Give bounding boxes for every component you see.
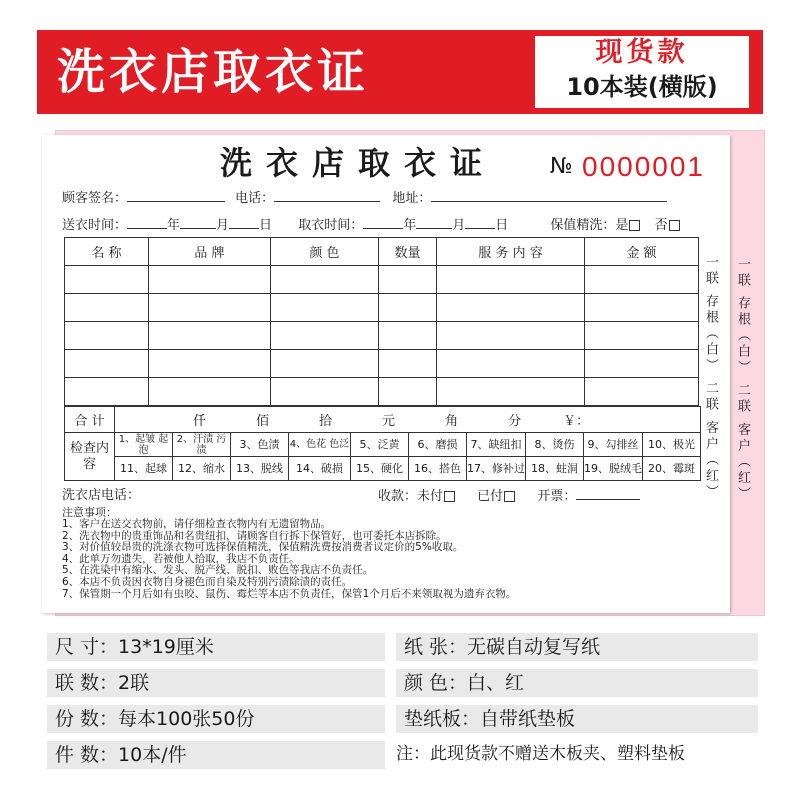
inspection-item[interactable]: 18、蛀洞 [526, 457, 584, 481]
shop-phone-line [62, 487, 140, 505]
spec-color: 颜 色：白、红 [396, 669, 758, 697]
unit-jiao: 角 [445, 414, 459, 429]
list-item: 2、洗衣物中的贵重饰品和名贵纽扣，请顾客自行拆下保管好，也可委托本店拆除。 [62, 529, 447, 542]
dropoff-month-blank[interactable] [180, 216, 216, 229]
table-row[interactable] [65, 294, 699, 322]
inspection-item[interactable]: 15、硬化 [351, 457, 409, 481]
total-inspection-table [64, 406, 701, 481]
inspection-item[interactable]: 16、搭色 [409, 457, 467, 481]
year-text: 年 [167, 218, 181, 233]
outer-copy-text: 一联 存根（白） 二联 客户（红） [735, 257, 750, 503]
pack-label: 10本装(横版) [566, 73, 718, 101]
shop-phone-label: 洗衣店电话： [62, 488, 141, 503]
inspection-row-1 [65, 433, 701, 457]
total-label: 合 计 [65, 407, 115, 433]
items-table [64, 237, 699, 406]
unit-fen: 分 [508, 414, 522, 429]
inspection-item[interactable]: 3、色渍 [231, 433, 289, 457]
inspection-item[interactable]: 13、脱线 [231, 457, 289, 481]
list-item: 7、保管期一个月后如有虫咬、鼠伤、霉烂等本店不负责任，保管1个月后不来领取视为遗弃衣物。 [62, 587, 517, 600]
inspection-item[interactable]: 6、磨损 [409, 433, 467, 457]
pickup-month-blank[interactable] [416, 216, 452, 229]
inspection-item[interactable]: 8、烫伤 [526, 433, 584, 457]
form-title: 洗衣店取衣证 [220, 144, 497, 182]
serial-label: № [550, 154, 573, 179]
unit-qian: 仟 [193, 414, 207, 429]
inspection-item[interactable]: 9、勾排丝 [584, 433, 643, 457]
customer-line [62, 189, 667, 208]
notes-heading: 注意事项： [62, 506, 117, 519]
top-banner [37, 30, 763, 114]
unpaid-checkbox[interactable] [444, 491, 455, 502]
inspection-item[interactable]: 7、缺纽扣 [467, 433, 526, 457]
column-header: 金 额 [585, 238, 699, 266]
insured-no-checkbox[interactable] [669, 220, 680, 231]
spec-count: 份 数：每本100张50份 [47, 705, 385, 733]
table-row[interactable] [65, 378, 699, 406]
phone-blank[interactable] [274, 189, 380, 202]
unit-bai: 佰 [256, 414, 270, 429]
spec-size: 尺 寸：13*19厘米 [47, 633, 385, 661]
inspection-item[interactable]: 17、修补过 [467, 457, 526, 481]
inspection-item[interactable]: 11、起球 [115, 457, 173, 481]
spec-paper: 纸 张：无碳自动复写纸 [396, 633, 758, 661]
month-text: 月 [216, 218, 230, 233]
stock-badge [535, 36, 749, 108]
amount-units[interactable] [115, 407, 701, 433]
inspection-item[interactable]: 10、极光 [643, 433, 701, 457]
invoice-label: 开票： [537, 489, 577, 504]
month-text: 月 [452, 218, 466, 233]
pickup-day-blank[interactable] [465, 216, 495, 229]
dropoff-day-blank[interactable] [229, 216, 259, 229]
inspection-item[interactable]: 12、缩水 [173, 457, 231, 481]
inspection-item[interactable]: 19、脱绒毛 [584, 457, 643, 481]
list-item: 3、对价值较昂贵的洗涤衣物可选择保值精洗，保值精洗费按消费者议定价的5%收取。 [62, 541, 464, 554]
inspect-label: 检查内容 [65, 433, 115, 481]
list-item: 6、本店不负责因衣物自身褪色而自染及特别污渍除渍的责任。 [62, 575, 353, 588]
dropoff-time-label: 送衣时间： [62, 218, 128, 233]
inspection-item[interactable]: 5、泛黄 [351, 433, 409, 457]
column-header: 颜 色 [271, 238, 379, 266]
phone-label: 电话： [235, 191, 275, 206]
insured-yes-checkbox[interactable] [629, 220, 640, 231]
dropoff-year-blank[interactable] [127, 216, 167, 229]
table-row[interactable] [65, 350, 699, 378]
list-item: 1、客户在送交衣物前，请仔细检查衣物内有无遗留物品。 [62, 518, 332, 530]
invoice-blank[interactable] [576, 487, 640, 500]
pickup-year-blank[interactable] [363, 216, 403, 229]
stock-label: 现货款 [595, 37, 689, 68]
payment-label: 收款：未付 [378, 489, 444, 504]
list-item: 4、此单万勿遗失，若被他人拾取，我店不负责任。 [62, 552, 300, 565]
column-header: 品 牌 [149, 238, 271, 266]
payment-line [378, 487, 640, 506]
signature-blank[interactable] [127, 189, 225, 202]
inspection-item[interactable]: 14、破损 [289, 457, 351, 481]
inner-copy-text: 一联 存根（白） 二联 客户（红） [703, 255, 718, 501]
time-line [62, 216, 680, 235]
spec-pieces: 件 数：10本/件 [47, 741, 385, 769]
address-blank[interactable] [431, 189, 667, 202]
insured-no-label: 否 [654, 218, 668, 233]
day-text: 日 [259, 218, 273, 233]
list-item: 5、在洗染中有缩水、发头、脱产线、脱扣、败色等我店不负责任。 [62, 564, 374, 577]
inspection-row-2 [65, 457, 701, 481]
paid-checkbox[interactable] [504, 491, 515, 502]
column-header: 名 称 [65, 238, 149, 266]
customer-signature-label: 顾客签名： [62, 191, 128, 206]
inspection-item[interactable]: 4、色花 色泛 [289, 433, 351, 457]
column-header: 数量 [379, 238, 437, 266]
receipt-form [42, 135, 730, 613]
unit-shi: 拾 [319, 414, 333, 429]
unit-yuan: 元 [382, 414, 396, 429]
spec-copies: 联 数：2联 [47, 669, 385, 697]
unit-yen: ￥： [563, 414, 590, 429]
notes-list [62, 519, 516, 600]
total-row [65, 407, 701, 433]
pickup-time-label: 取衣时间： [298, 218, 364, 233]
items-header-row [65, 238, 699, 266]
serial-number: 0000001 [582, 151, 706, 182]
spec-board: 垫纸板：自带纸垫板 [396, 705, 758, 733]
inspection-item[interactable]: 2、汗渍 污渍 [173, 433, 231, 457]
table-row[interactable] [65, 322, 699, 350]
inspection-item[interactable]: 1、起皱 起泡 [115, 433, 173, 457]
year-text: 年 [403, 218, 417, 233]
day-text: 日 [495, 218, 509, 233]
column-header: 服 务 内 容 [437, 238, 585, 266]
inspection-item[interactable]: 20、霉斑 [643, 457, 701, 481]
banner-title: 洗衣店取衣证 [57, 44, 370, 100]
address-label: 地址： [392, 191, 432, 206]
insured-wash-label: 保值精洗：是 [550, 218, 629, 233]
spec-note: 注：此现货款不赠送木板夹、塑料垫板 [396, 744, 685, 764]
paid-label: 已付 [477, 489, 504, 504]
table-row[interactable] [65, 266, 699, 294]
